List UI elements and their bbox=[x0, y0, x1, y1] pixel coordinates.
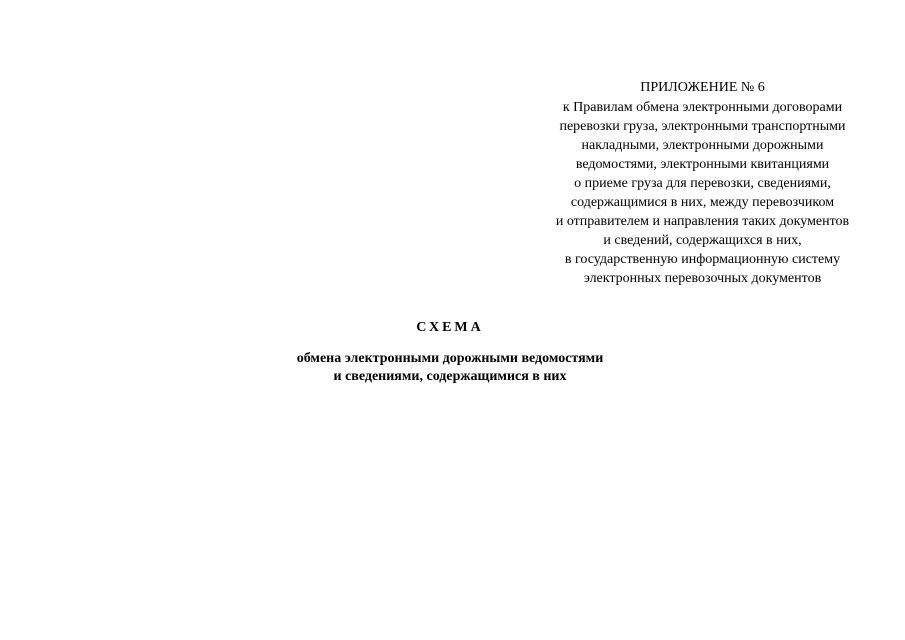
appendix-header bbox=[530, 78, 875, 288]
appendix-title: ПРИЛОЖЕНИЕ № 6 bbox=[640, 80, 765, 95]
appendix-line: электронных перевозочных документов bbox=[583, 271, 822, 286]
appendix-line: к Правилам обмена электронными договорами bbox=[562, 100, 843, 115]
appendix-line: о приеме груза для перевозки, сведениями, bbox=[574, 176, 831, 191]
appendix-line: и отправителем и направления таких документов bbox=[555, 214, 850, 229]
appendix-line: и сведений, содержащихся в них, bbox=[603, 233, 802, 248]
appendix-line: перевозки груза, электронными транспортными bbox=[559, 119, 846, 134]
scheme-subtitle-line: обмена электронными дорожными ведомостями bbox=[296, 351, 604, 366]
appendix-line: накладными, электронными дорожными bbox=[581, 138, 824, 153]
scheme-heading bbox=[250, 318, 650, 386]
scheme-title: СХЕМА bbox=[416, 320, 484, 335]
appendix-line: в государственную информационную систему bbox=[564, 252, 841, 267]
appendix-line: содержащимися в них, между перевозчиком bbox=[570, 195, 835, 210]
appendix-line: ведомостями, электронными квитанциями bbox=[575, 157, 830, 172]
scheme-subtitle-line: и сведениями, содержащимися в них bbox=[333, 369, 567, 384]
